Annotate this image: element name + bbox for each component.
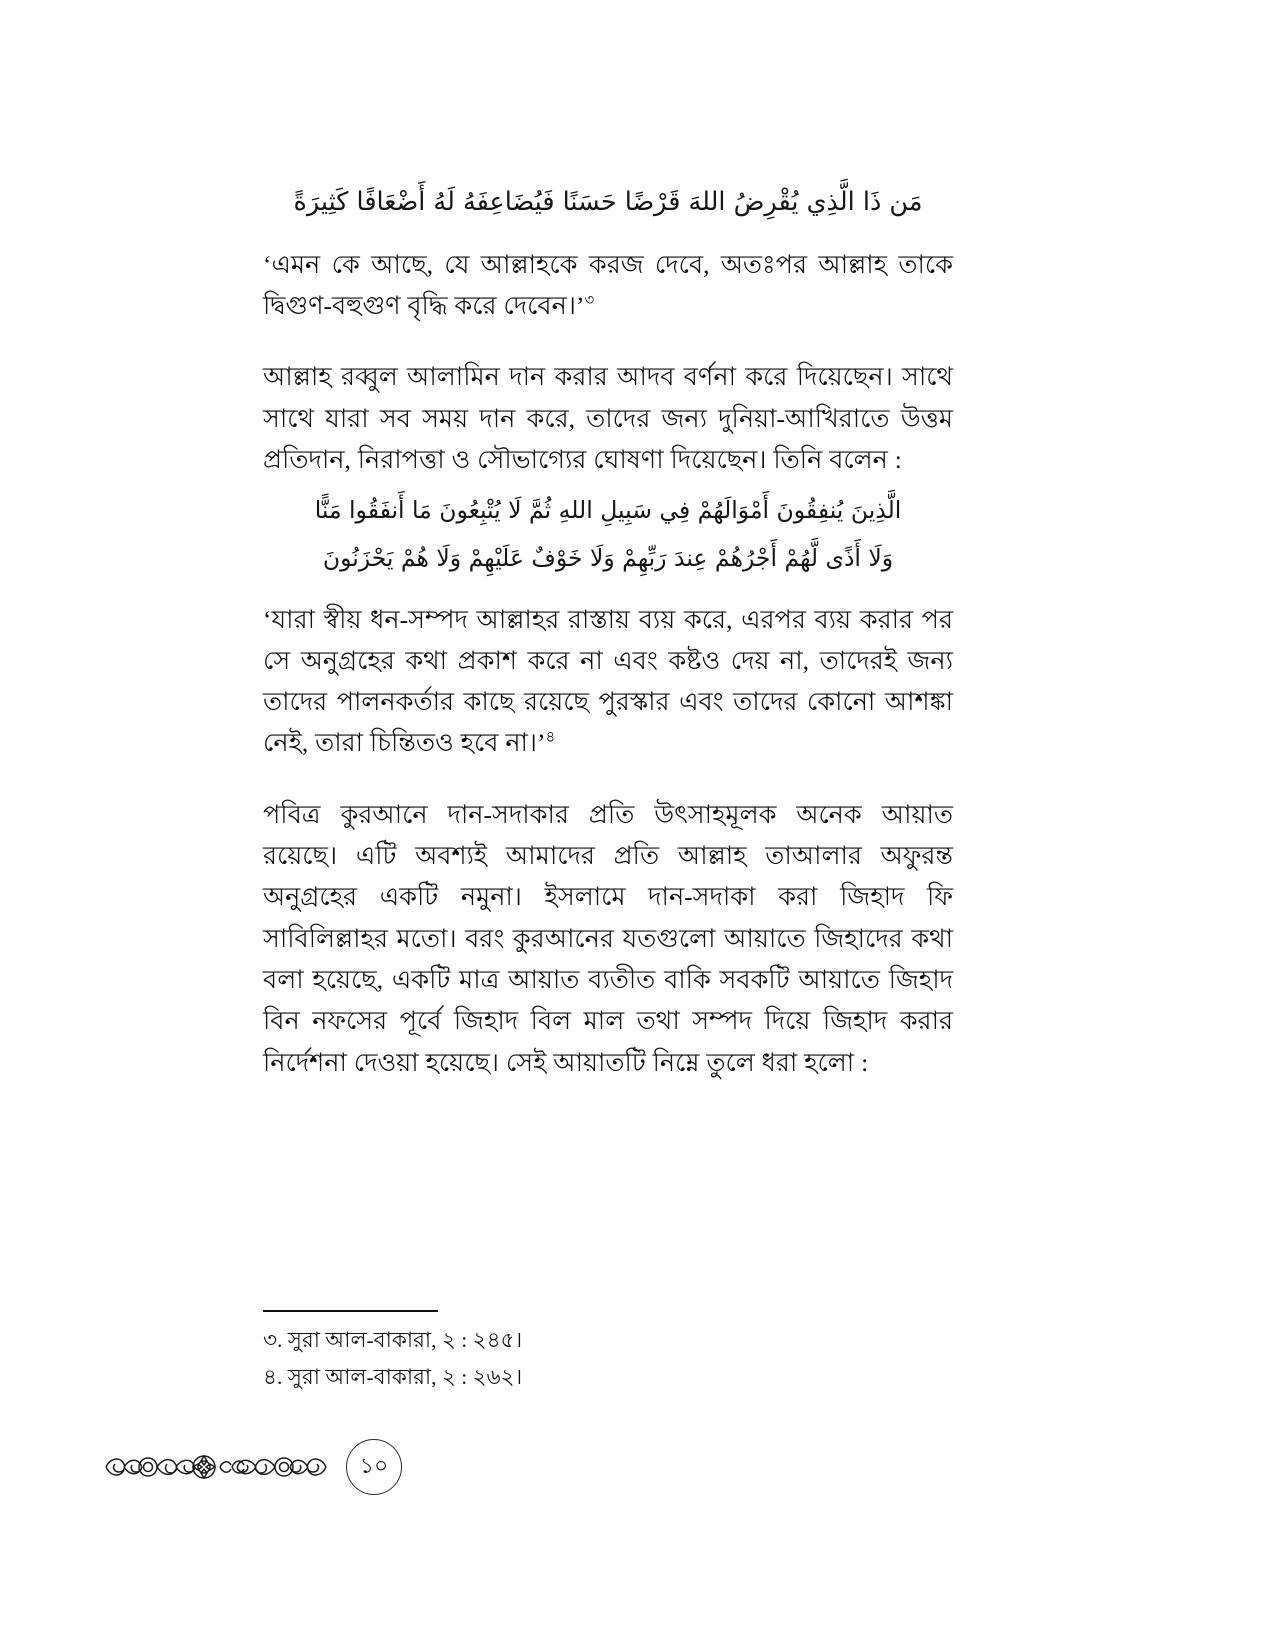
footnote-separator [263, 1310, 438, 1312]
quran-verse-arabic-1: مَن ذَا الَّذِي يُقْرِضُ اللهَ قَرْضًا حَسَنًا فَيُضَاعِفَهُ لَهُ أَضْعَافًا كَثِيرَةً [293, 187, 923, 217]
body-paragraph-1: আল্লাহ রব্বুল আলামিন দান করার আদব বর্ণনা করে দিয়েছেন। সাথে সাথে যারা সব সময় দান করে, তাদের জন্য দুনিয়া-আখিরাতে উত্তম প্রতিদান, নিরাপত্তা ও সৌভাগ্যের ঘোষণা দিয়েছেন। তিনি বলেন : [263, 362, 953, 474]
page-number: ১০ [346, 1439, 402, 1495]
translation-text-2: ‘যারা স্বীয় ধন-সম্পদ আল্লাহর রাস্তায় ব্যয় করে, এরপর ব্যয় করার পর সে অনুগ্রহের কথা প্রকাশ করে না এবং কষ্টও দেয় না, তাদেরই জন্য তাদের পালনকর্তার কাছে রয়েছে পুরস্কার এবং তাদের কোনো আশঙ্কা নেই, তারা চিন্তিতও হবে না।’ [263, 604, 953, 758]
quran-verse-translation-1 [263, 244, 953, 327]
quran-verse-arabic-2-line-1: الَّذِينَ يُنفِقُونَ أَمْوَالَهُمْ فِي سَبِيلِ اللهِ ثُمَّ لَا يُتْبِعُونَ مَا أَنفَقُوا مَنًّا [314, 496, 902, 525]
decorative-ornament-icon [100, 1445, 332, 1489]
footnote-list [263, 1322, 953, 1396]
quran-verse-arabic-2 [263, 486, 953, 582]
footnote-item: ৩. সুরা আল-বাকারা, ২ : ২৪৫। [263, 1328, 523, 1352]
quran-verse-translation-2 [263, 599, 953, 764]
footnote-item: ৪. সুরা আল-বাকারা, ২ : ২৬২। [263, 1364, 523, 1389]
page-footer [100, 1432, 440, 1502]
quran-verse-arabic-2-line-2: وَلَا أَذًى لَّهُمْ أَجْرُهُمْ عِندَ رَبِّهِمْ وَلَا خَوْفٌ عَلَيْهِمْ وَلَا هُمْ يَحْزَنُونَ [322, 544, 894, 573]
translation-text-1: ‘এমন কে আছে, যে আল্লাহকে করজ দেবে, অতঃপর আল্লাহ তাকে দ্বিগুণ-বহুগুণ বৃদ্ধি করে দেবেন।’ [263, 249, 953, 321]
footnote-marker-4: ৪ [545, 729, 556, 746]
page-content [263, 178, 953, 1083]
body-paragraph-2: পবিত্র কুরআনে দান-সদাকার প্রতি উৎসাহমূলক অনেক আয়াত রয়েছে। এটি অবশ্যই আমাদের প্রতি আল্লাহ তাআলার অফুরন্ত অনুগ্রহের একটি নমুনা। ইসলামে দান-সদাকা করা জিহাদ ফি সাবিলিল্লাহর মতো। বরং কুরআনের যতগুলো আয়াতে জিহাদের কথা বলা হয়েছে, একটি মাত্র আয়াত ব্যতীত বাকি সবকটি আয়াতে জিহাদ বিন নফসের পূর্বে জিহাদ বিল মাল তথা সম্পদ দিয়ে জিহাদ করার নির্দেশনা দেওয়া হয়েছে। সেই আয়াতটি নিম্নে তুলে ধরা হলো : [263, 799, 953, 1077]
footnote-marker-3: ৩ [584, 292, 595, 309]
